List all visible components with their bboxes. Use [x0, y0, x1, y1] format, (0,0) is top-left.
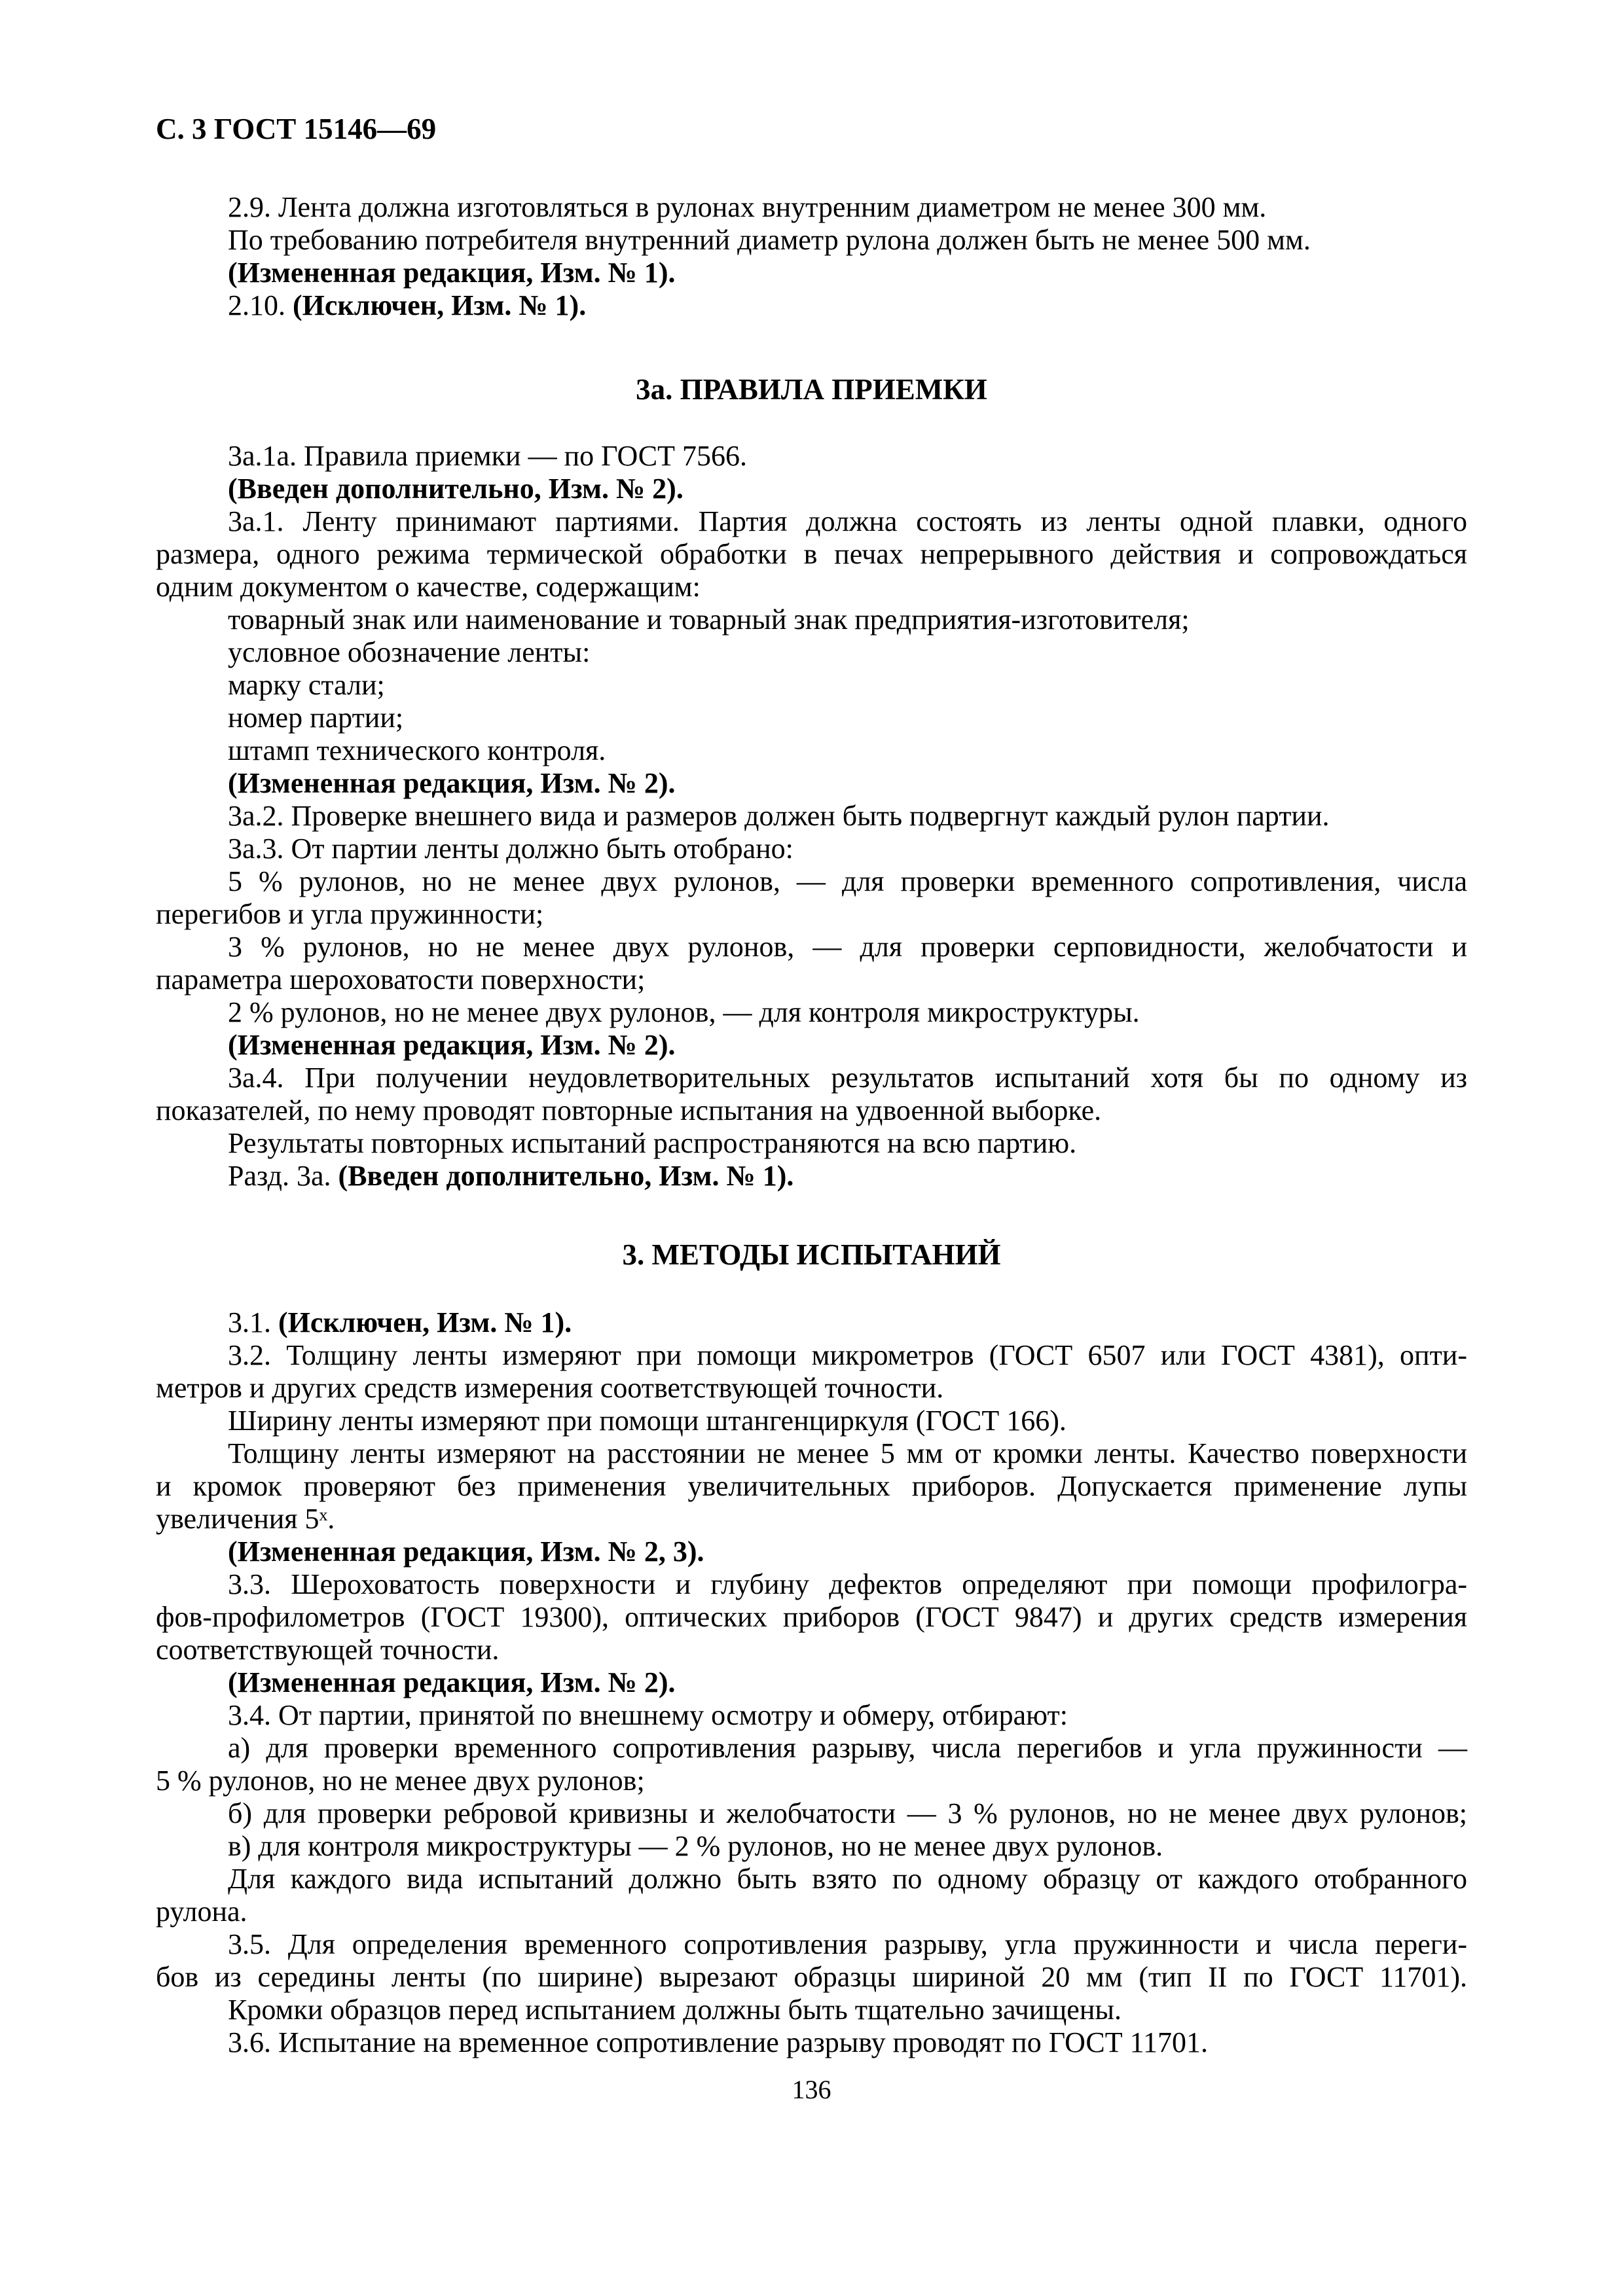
paragraph-2-9-line-1: 2.9. Лента должна изготовляться в рулонах внутренним диаметром не менее 300 мм. [228, 191, 1267, 223]
paragraph-3-2-line-5: и кромок проверяют без применения увеличительных приборов. Допускается применение лупы [156, 1470, 1467, 1502]
paragraph-3a-2: 3а.2. Проверке внешнего вида и размеров должен быть подвергнут каждый рулон партии. [228, 800, 1330, 832]
paragraph-3-3-line-3: соответствующей точности. [156, 1634, 500, 1666]
paragraph-3a-1a-amendment: (Введен дополнительно, Изм. № 2). [228, 473, 684, 505]
paragraph-3a-3-item-2-line-1: 3 % рулонов, но не менее двух рулонов, — для проверки серповидности, желобчатости и [228, 931, 1467, 963]
list-item: условное обозначение ленты: [228, 636, 591, 668]
paragraph-3-2-line-1: 3.2. Толщину ленты измеряют при помощи микрометров (ГОСТ 6507 или ГОСТ 4381), опти- [228, 1339, 1467, 1371]
paragraph-2-9-amendment: (Измененная редакция, Изм. № 1). [228, 257, 676, 289]
paragraph-3a-1-line-3: одним документом о качестве, содержащим: [156, 571, 701, 603]
paragraph-3-3-line-1: 3.3. Шероховатость поверхности и глубину дефектов определяют при помощи профилогра- [228, 1568, 1467, 1600]
paragraph-3a-4-line-2: показателей, по нему проводят повторные испытания на удвоенной выборке. [156, 1094, 1102, 1126]
paragraph-3-4-a-line-2: 5 % рулонов, но не менее двух рулонов; [156, 1765, 645, 1797]
page-number: 136 [792, 2075, 831, 2104]
paragraph-3-3-amendment: (Измененная редакция, Изм. № 2). [228, 1666, 676, 1698]
paragraph-3-2-line-2: метров и других средств измерения соответствующей точности. [156, 1372, 944, 1404]
paragraph-3-4-c: в) для контроля микроструктуры — 2 % рулонов, но не менее двух рулонов. [228, 1830, 1163, 1862]
paragraph-3-2-line-6: увеличения 5ˣ. [156, 1503, 335, 1535]
paragraph-3-4-b: б) для проверки ребровой кривизны и желобчатости — 3 % рулонов, но не менее двух рулонов; [228, 1797, 1467, 1829]
paragraph-3a-4-line-3: Результаты повторных испытаний распространяются на всю партию. [228, 1127, 1077, 1159]
paragraph-3-3-line-2: фов-профилометров (ГОСТ 19300), оптических приборов (ГОСТ 9847) и других средств измерения [156, 1601, 1467, 1633]
paragraph-3-2-line-4: Толщину ленты измеряют на расстоянии не менее 5 мм от кромки ленты. Качество поверхности [228, 1437, 1467, 1469]
paragraph-3-2-line-3: Ширину ленты измеряют при помощи штангенциркуля (ГОСТ 166). [228, 1405, 1067, 1437]
page-header: С. 3 ГОСТ 15146—69 [156, 113, 437, 145]
list-item: номер партии; [228, 702, 404, 734]
paragraph-3a-4-line-1: 3а.4. При получении неудовлетворительных результатов испытаний хотя бы по одному из [228, 1062, 1467, 1094]
paragraph-3-5-line-3: Кромки образцов перед испытанием должны быть тщательно зачищены. [228, 1994, 1122, 2026]
paragraph-3-1: 3.1. (Исключен, Изм. № 1). [228, 1306, 572, 1338]
paragraph-3-4-d-line-2: рулона. [156, 1895, 247, 1928]
paragraph-3-4-a-line-1: а) для проверки временного сопротивления разрыву, числа перегибов и угла пружинности — [228, 1732, 1467, 1764]
paragraph-3-5-line-1: 3.5. Для определения временного сопротивления разрыву, угла пружинности и числа переги- [228, 1928, 1467, 1960]
paragraph-3a-3: 3а.3. От партии ленты должно быть отобрано: [228, 833, 793, 865]
section-3a-amendment: Разд. 3а. (Введен дополнительно, Изм. № 1). [228, 1160, 794, 1192]
paragraph-3a-3-item-1-line-1: 5 % рулонов, но не менее двух рулонов, — для проверки временного сопротивления, числа [228, 865, 1467, 897]
section-3-heading: 3. МЕТОДЫ ИСПЫТАНИЙ [622, 1238, 1001, 1271]
list-item: товарный знак или наименование и товарный знак предприятия-изготовителя; [228, 603, 1190, 636]
paragraph-3a-3-amendment: (Измененная редакция, Изм. № 2). [228, 1029, 676, 1061]
paragraph-3a-1-line-1: 3а.1. Ленту принимают партиями. Партия должна состоять из ленты одной плавки, одного [228, 505, 1467, 537]
paragraph-3a-1-amendment: (Измененная редакция, Изм. № 2). [228, 767, 676, 799]
paragraph-3a-3-item-2-line-2: параметра шероховатости поверхности; [156, 963, 646, 996]
list-item: марку стали; [228, 669, 385, 701]
paragraph-3-4-d-line-1: Для каждого вида испытаний должно быть взято по одному образцу от каждого отобранного [228, 1863, 1467, 1895]
paragraph-2-10: 2.10. (Исключен, Изм. № 1). [228, 289, 587, 321]
paragraph-3a-3-item-3: 2 % рулонов, но не менее двух рулонов, — для контроля микроструктуры. [228, 996, 1140, 1028]
paragraph-3-4: 3.4. От партии, принятой по внешнему осмотру и обмеру, отбирают: [228, 1699, 1068, 1731]
section-3a-heading: 3а. ПРАВИЛА ПРИЕМКИ [636, 373, 987, 406]
paragraph-2-9-line-2: По требованию потребителя внутренний диаметр рулона должен быть не менее 500 мм. [228, 224, 1311, 256]
paragraph-3a-1a: 3а.1а. Правила приемки — по ГОСТ 7566. [228, 440, 747, 472]
paragraph-3a-3-item-1-line-2: перегибов и угла пружинности; [156, 898, 544, 930]
list-item: штамп технического контроля. [228, 734, 606, 766]
paragraph-3-6: 3.6. Испытание на временное сопротивление разрыву проводят по ГОСТ 11701. [228, 2026, 1208, 2058]
paragraph-3-2-amendment: (Измененная редакция, Изм. № 2, 3). [228, 1535, 704, 1568]
paragraph-3-5-line-2: бов из середины ленты (по ширине) вырезают образцы шириной 20 мм (тип II по ГОСТ 11701). [156, 1961, 1467, 1993]
paragraph-3a-1-line-2: размера, одного режима термической обработки в печах непрерывного действия и сопровождаться [156, 538, 1467, 570]
